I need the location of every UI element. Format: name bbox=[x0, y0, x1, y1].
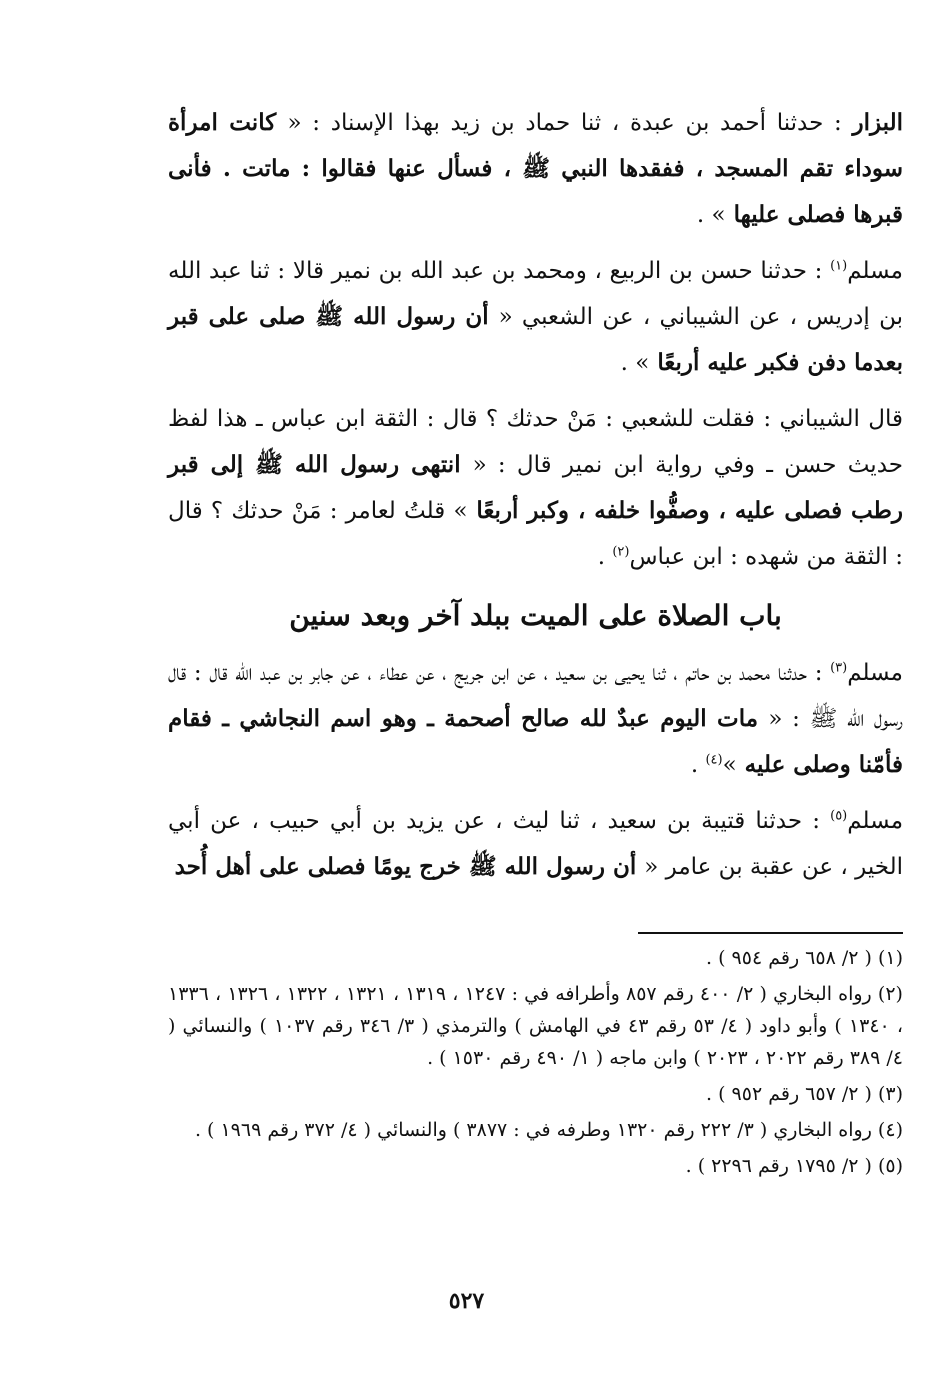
isnad-chain: : حدثنا أحمد بن عبدة ، ثنا حماد بن زيد بهذا الإسناد : « bbox=[287, 110, 853, 136]
speaker-name: مسلم bbox=[847, 660, 903, 686]
paragraph-muslim-1 bbox=[168, 248, 903, 386]
paragraph-muslim-5 bbox=[168, 798, 903, 890]
page-number: ٥٢٧ bbox=[448, 1288, 485, 1314]
footnote-ref: (١) bbox=[830, 258, 848, 274]
footnote-ref: (٥) bbox=[830, 808, 848, 824]
main-text bbox=[168, 100, 903, 900]
speaker-name: البزار bbox=[852, 109, 903, 136]
speaker-name: مسلم bbox=[847, 808, 904, 834]
chapter-heading: باب الصلاة على الميت ببلد آخر وبعد سنين bbox=[289, 599, 782, 632]
hadith-text: أن رسول الله ﷺ صلى على قبر بعدما دفن فكبر عليه أربعًا bbox=[168, 303, 903, 376]
isnad-chain: : حدثنا قتيبة بن سعيد ، ثنا ليث ، عن يزيد بن أبي حبيب ، عن أبي الخير ، عن عقبة بن عامر « bbox=[168, 808, 903, 880]
footnote-ref-2: (٤) bbox=[705, 752, 723, 768]
footnote-2: (٢) رواه البخاري ( ٢/ ٤٠٠ رقم ٨٥٧ وأطرافه في : ١٢٤٧ ، ١٣١٩ ، ١٣٢١ ، ١٣٢٢ ، ١٣٢٦ ، ١٣٣٦ ، ١٣٤٠ ) وأبو داود ( ٤/ ٥٣ رقم ٤٣ في الهامش ) والترمذي ( ٣/ ٣٤٦ رقم ١٠٣٧ ) والنسائي ( ٤/ ٣٨٩ رقم ٢٠٢٢ ، ٢٠٢٣ ) وابن ماجه ( ١/ ٤٩٠ رقم ١٥٣٠ ) . bbox=[168, 983, 903, 1069]
footnote-ref: (٣) bbox=[830, 660, 848, 676]
footnote-3: (٣) ( ٢/ ٦٥٧ رقم ٩٥٢ ) . bbox=[706, 1083, 903, 1105]
narration-text-2: » قلتُ لعامر : مَنْ حدثك ؟ قال : الثقة من شهده : ابن عباس bbox=[168, 498, 903, 570]
paragraph-muslim-3 bbox=[168, 650, 903, 788]
hadith-text: أن رسول الله ﷺ خرج يومًا فصلى على أهل أُحد bbox=[174, 853, 645, 880]
footnote-ref: (٢) bbox=[612, 544, 630, 560]
hadith-text: كانت امرأة سوداء تقم المسجد ، ففقدها النبي ﷺ ، فسأل عنها فقالوا : ماتت . فأنى قبرها فصلى عليها bbox=[168, 109, 903, 228]
paragraph-tail: . bbox=[597, 544, 613, 570]
paragraph-tail: » bbox=[722, 752, 737, 778]
hadith-text: مات اليوم عبدٌ لله صالح أصحمة ـ وهو اسم النجاشي ـ فقام فأمّنا وصلى عليه bbox=[168, 705, 903, 778]
narration-text: قال الشيباني : فقلت للشعبي : مَنْ حدثك ؟ قال : الثقة ابن عباس ـ هذا لفظ حديث حسن ـ وفي رواية ابن نمير قال : « bbox=[168, 406, 903, 478]
footnote-divider bbox=[638, 932, 903, 934]
paragraph-bazzar bbox=[168, 100, 903, 238]
isnad-chain: : حدثنا محمد بن حاتم ، ثنا يحيى بن سعيد ، عن ابن جريج ، عن عطاء ، عن جابر بن عبد الله قال : قال رسول الله ﷺ : « bbox=[168, 660, 903, 732]
paragraph-tail: » . bbox=[620, 350, 650, 376]
footnotes bbox=[168, 942, 903, 1186]
isnad-chain: : حدثنا حسن بن الربيع ، ومحمد بن عبد الله بن نمير قالا : ثنا عبد الله بن إدريس ، عن الشيباني ، عن الشعبي « bbox=[168, 258, 903, 330]
speaker-name: مسلم bbox=[847, 258, 903, 284]
hadith-text: انتهى رسول الله ﷺ إلى قبر رطب فصلى عليه ، وصفُّوا خلفه ، وكبر أربعًا bbox=[168, 451, 903, 524]
footnote-1: (١) ( ٢/ ٦٥٨ رقم ٩٥٤ ) . bbox=[706, 947, 903, 969]
footnote-5: (٥) ( ٢/ ١٧٩٥ رقم ٢٢٩٦ ) . bbox=[685, 1155, 903, 1177]
paragraph-tail-2: . bbox=[690, 752, 706, 778]
paragraph-tail: » . bbox=[696, 202, 726, 228]
footnote-4: (٤) رواه البخاري ( ٣/ ٢٢٢ رقم ١٣٢٠ وطرفه في : ٣٨٧٧ ) والنسائي ( ٤/ ٣٧٢ رقم ١٩٦٩ ) . bbox=[194, 1119, 903, 1141]
paragraph-shaybani bbox=[168, 396, 903, 580]
